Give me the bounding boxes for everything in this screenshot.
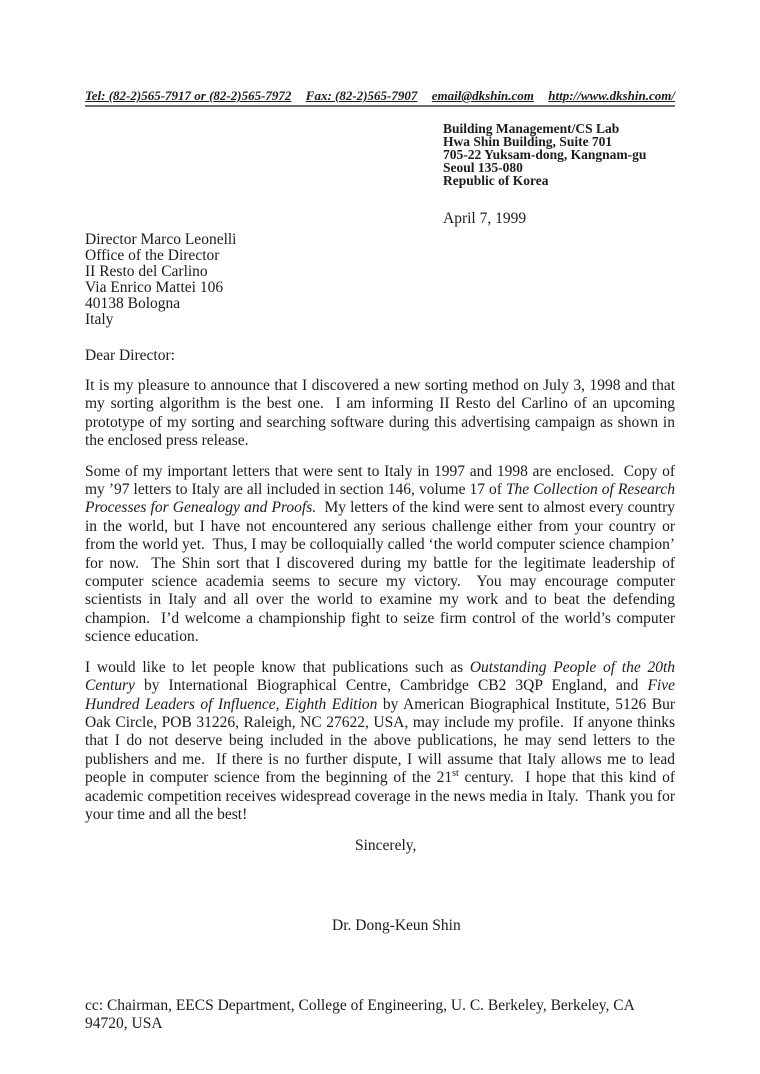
letterhead-contact-line — [85, 88, 675, 107]
sender-address-line: Hwa Shin Building, Suite 701 — [443, 134, 613, 149]
cc-line: cc: Chairman, EECS Department, College of Engineering, U. C. Berkeley, Berkeley, CA 94720, USA — [85, 997, 634, 1033]
recipient-address-line: Director Marco Leonelli — [85, 231, 237, 248]
date-line: April 7, 1999 — [443, 210, 527, 227]
body-paragraph-1: It is my pleasure to announce that I discovered a new sorting method on July 3, 1998 and that my sorting algorithm is the best one. I am informing II Resto del Carlino of an upcoming prototype of my sorting and searching software during this advertising campaign as shown in the enclosed press release. — [85, 377, 675, 450]
letterhead-tel: Tel: (82-2)565-7917 or (82-2)565-7972 — [85, 88, 292, 103]
signature-name: Dr. Dong-Keun Shin — [332, 917, 461, 935]
salutation: Dear Director: — [85, 347, 175, 364]
body-paragraph-2: Some of my important letters that were sent to Italy in 1997 and 1998 are enclosed. Copy of my ’97 letters to Italy are all included in section 146, volume 17 of The Collection of Research Processes for Genealogy and Proofs. My letters of the kind were sent to almost every country in the world, but I have not encountered any serious challenge either from your country or from the world yet. Thus, I may be colloquially called ‘the world computer science champion’ for now. The Shin sort that I discovered during my battle for the legitimate leadership of computer science academia seems to secure my victory. You may encourage computer scientists in Italy and all over the world to examine my work and to beat the defending champion. I’d welcome a championship fight to seize firm control of the world’s computer science education. — [85, 462, 676, 646]
body-paragraph-3: I would like to let people know that publications such as Outstanding People of the 20th Century by International Biographical Centre, Cambridge CB2 3QP England, and Five Hundred Leaders of Influence, Eighth Edition by American Biographical Institute, 5126 Bur Oak Circle, POB 31226, Raleigh, NC 27622, USA, may include my profile. If anyone thinks that I do not deserve being included in the above publications, he may send letters to the publishers and me. If there is no further dispute, I will assume that Italy allows me to lead people in computer science from the beginning of the 21st century. I hope that this kind of academic competition receives widespread coverage in the news media in Italy. Thank you for your time and all the best! — [85, 658, 676, 823]
valediction: Sincerely, — [355, 837, 417, 855]
sender-address-line: Republic of Korea — [443, 173, 549, 188]
letterhead-email: email@dkshin.com — [431, 88, 534, 103]
recipient-address-line: 40138 Bologna — [85, 295, 181, 312]
recipient-address-line: II Resto del Carlino — [85, 263, 208, 280]
recipient-address-block — [85, 232, 675, 328]
letterhead-website: http://www.dkshin.com/ — [548, 88, 675, 103]
recipient-address-line: Via Enrico Mattei 106 — [85, 279, 224, 296]
sender-address-block — [443, 122, 675, 187]
sender-address-line: Building Management/CS Lab — [443, 121, 620, 136]
recipient-address-line: Office of the Director — [85, 247, 220, 264]
letterhead-fax: Fax: (82-2)565-7907 — [305, 88, 418, 103]
sender-address-line: 705-22 Yuksam-dong, Kangnam-gu — [443, 147, 647, 162]
recipient-address-line: Italy — [85, 311, 114, 328]
sender-address-line: Seoul 135-080 — [443, 160, 523, 175]
